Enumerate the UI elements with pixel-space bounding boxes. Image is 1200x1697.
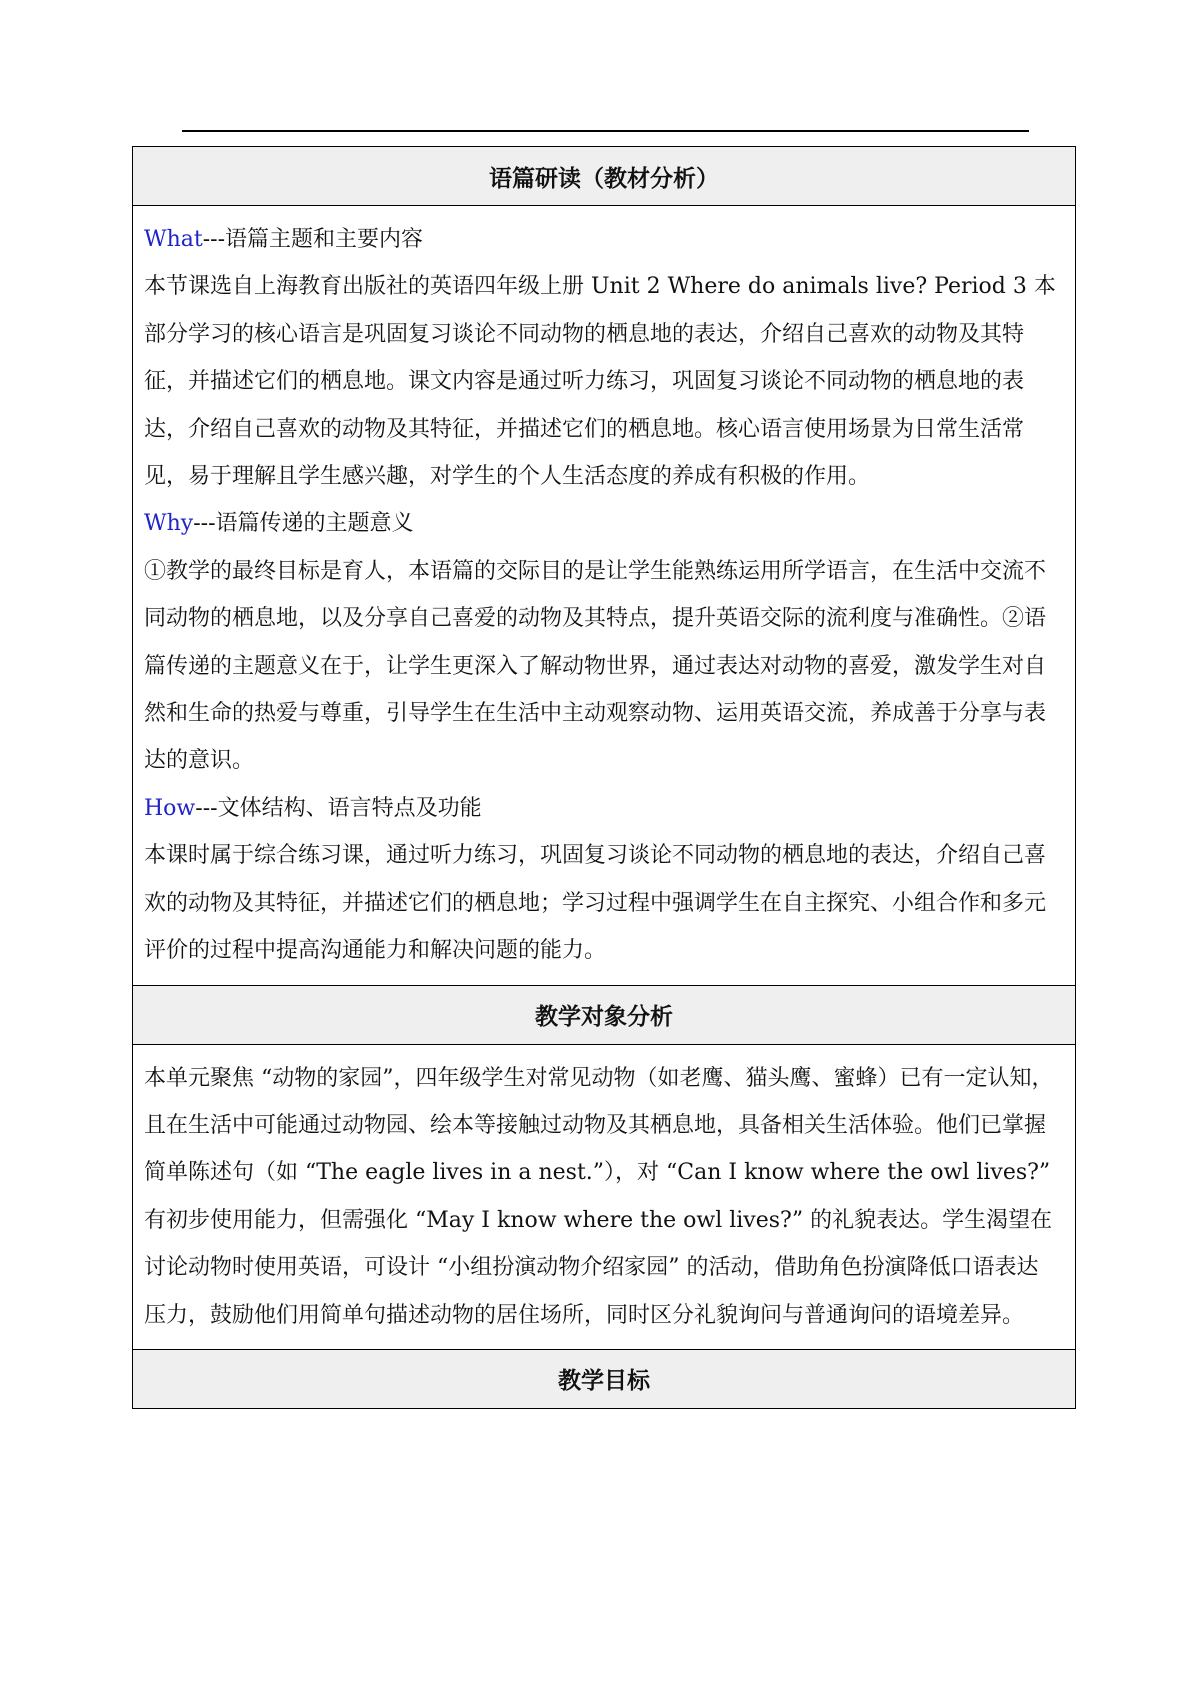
why-text: ①教学的最终目标是育人，本语篇的交际目的是让学生能熟练运用所学语言，在生活中交流不同动物的栖息地，以及分享自己喜爱的动物及其特点，提升英语交际的流利度与准确性。②语篇传递的主题意义在于，让学生更深入了解动物世界，通过表达对动物的喜爱，激发学生对自然和生命的热爱与尊重，引导学生在生活中主动观察动物、运用英语交流，养成善于分享与表达的意识。 xyxy=(144,558,1047,774)
how-label-rest: ---文体结构、语言特点及功能 xyxy=(195,795,482,821)
analysis-title: 语篇研读（教材分析） xyxy=(133,147,1076,206)
why-heading xyxy=(144,500,1057,547)
what-text: 本节课选自上海教育出版社的英语四年级上册 Unit 2 Where do animals live? Period 3 本部分学习的核心语言是巩固复习谈论不同动物的栖息地的表达，介绍自己喜欢的动物及其特征，并描述它们的栖息地。课文内容是通过听力练习，巩固复习谈论不同动物的栖息地的表达，介绍自己喜欢的动物及其特征，并描述它们的栖息地。核心语言使用场景为日常生活常见，易于理解且学生感兴趣，对学生的个人生活态度的养成有积极的作用。 xyxy=(144,274,1056,490)
analysis-content xyxy=(133,206,1076,986)
analysis-body-row xyxy=(133,206,1076,986)
goals-title: 教学目标 xyxy=(133,1349,1076,1408)
goals-header-row xyxy=(133,1349,1076,1408)
what-heading xyxy=(144,216,1057,263)
how-heading xyxy=(144,785,1057,832)
students-title: 教学对象分析 xyxy=(133,985,1076,1044)
students-body-row xyxy=(133,1044,1076,1349)
what-label: What xyxy=(144,227,203,252)
why-label: Why xyxy=(144,511,194,537)
students-content xyxy=(133,1044,1076,1349)
why-label-rest: ---语篇传递的主题意义 xyxy=(193,511,414,537)
lesson-plan-table xyxy=(132,146,1076,1409)
students-header-row xyxy=(133,985,1076,1044)
students-text: 本单元聚焦 “动物的家园”，四年级学生对常见动物（如老鹰、猫头鹰、蜜蜂）已有一定认知，且在生活中可能通过动物园、绘本等接触过动物及其栖息地，具备相关生活体验。他们已掌握简单陈述句（如 “The eagle lives in a nest.”），对 “Can I know where the owl lives?” 有初步使用能力，但需强化 “May I know where the owl lives?” 的礼貌表达。学生渴望在讨论动物时使用英语，可设计 “小组扮演动物介绍家园” 的活动，借助角色扮演降低口语表达压力，鼓励他们用简单句描述动物的居住场所，同时区分礼貌询问与普通询问的语境差异。 xyxy=(144,1065,1054,1328)
header-rule xyxy=(182,130,1029,132)
how-text: 本课时属于综合练习课，通过听力练习，巩固复习谈论不同动物的栖息地的表达，介绍自己喜欢的动物及其特征，并描述它们的栖息地；学习过程中强调学生在自主探究、小组合作和多元评价的过程中提高沟通能力和解决问题的能力。 xyxy=(144,843,1047,964)
analysis-header-row xyxy=(133,147,1076,206)
what-label-rest: ---语篇主题和主要内容 xyxy=(202,227,424,252)
how-label: How xyxy=(144,795,196,821)
